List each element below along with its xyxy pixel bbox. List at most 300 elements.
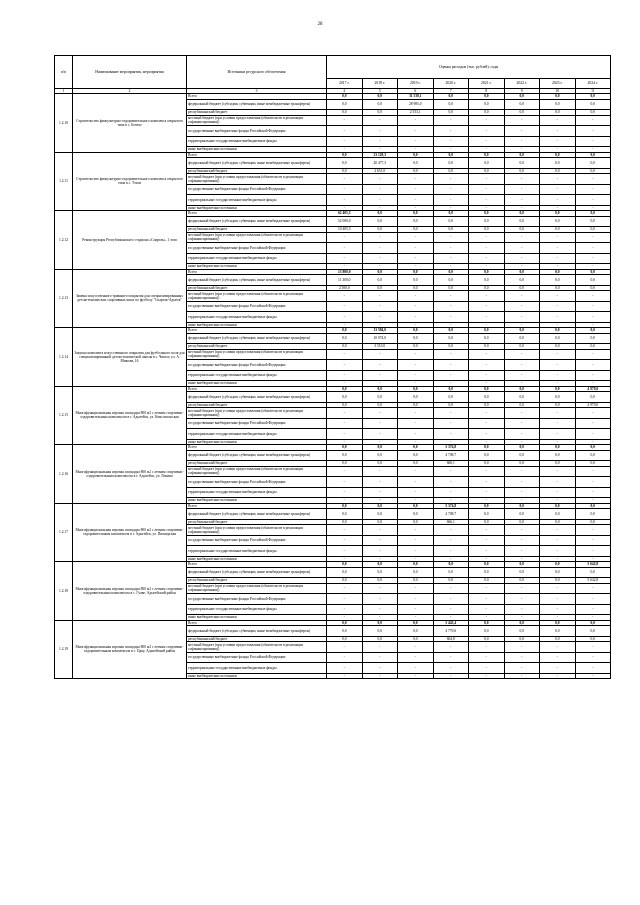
amount-cell: - — [362, 360, 398, 371]
funding-source: территориальные государственные внебюджетные фонды — [187, 663, 327, 674]
amount-cell: 0,0 — [540, 211, 576, 217]
amount-cell: - — [327, 673, 363, 679]
amount-cell: 0,0 — [433, 285, 469, 291]
amount-cell: - — [504, 642, 540, 653]
amount-cell: - — [398, 663, 434, 674]
amount-cell: 0,0 — [433, 333, 469, 344]
item-name: Реконструкция Республиканского стадиона «Спартак», 1 этап — [73, 211, 187, 270]
amount-cell: - — [575, 184, 611, 195]
amount-cell: 0,0 — [469, 626, 505, 637]
amount-cell: 0,0 — [575, 110, 611, 116]
item-code: 1.2.12 — [55, 211, 73, 270]
funding-source: федеральный бюджет (субсидии, субвенции, иные межбюджетные трансферты) — [187, 158, 327, 169]
amount-cell: - — [327, 429, 363, 440]
amount-cell: - — [504, 174, 540, 185]
header-year: 2023 г. — [540, 79, 576, 89]
amount-cell: - — [504, 525, 540, 536]
funding-source: местный бюджет (при условии предоставления (обязательств в реализации софинансирования)) — [187, 408, 327, 419]
funding-source: территориальные государственные внебюджетные фонды — [187, 370, 327, 381]
amount-cell: - — [540, 525, 576, 536]
amount-cell: 0,0 — [469, 333, 505, 344]
item-code: 1.2.15 — [55, 386, 73, 445]
amount-cell: - — [327, 535, 363, 546]
amount-cell: 0,0 — [362, 99, 398, 110]
amount-cell: - — [327, 195, 363, 206]
amount-cell: - — [575, 556, 611, 562]
amount-cell: - — [469, 418, 505, 429]
amount-cell: - — [469, 184, 505, 195]
funding-source: федеральный бюджет (субсидии, субвенции, иные межбюджетные трансферты) — [187, 275, 327, 286]
amount-cell: 0,0 — [433, 562, 469, 568]
amount-cell: 10 405,5 — [327, 227, 363, 233]
amount-cell: 0,0 — [433, 578, 469, 584]
amount-cell: - — [327, 466, 363, 477]
amount-cell: - — [540, 546, 576, 557]
amount-cell: - — [433, 556, 469, 562]
page-number: 28 — [317, 22, 323, 27]
amount-cell: 0,0 — [504, 461, 540, 467]
amount-cell: - — [504, 301, 540, 312]
amount-cell: - — [327, 136, 363, 147]
amount-cell: - — [469, 615, 505, 621]
amount-cell: 2 500,0 — [327, 285, 363, 291]
amount-cell: - — [540, 604, 576, 615]
amount-cell: - — [504, 264, 540, 270]
column-number: 2 — [73, 89, 187, 94]
amount-cell: 0,0 — [540, 636, 576, 642]
amount-cell: 0,0 — [433, 344, 469, 350]
amount-cell: - — [469, 349, 505, 360]
amount-cell: - — [433, 136, 469, 147]
amount-cell: 0,0 — [362, 461, 398, 467]
amount-cell: - — [327, 147, 363, 153]
item-code: 1.2.14 — [55, 328, 73, 387]
amount-cell: 0,0 — [362, 445, 398, 451]
amount-cell: - — [469, 663, 505, 674]
amount-cell: - — [540, 439, 576, 445]
amount-cell: 0,0 — [575, 99, 611, 110]
amount-cell: - — [433, 253, 469, 264]
amount-cell: - — [504, 136, 540, 147]
amount-cell: - — [398, 673, 434, 679]
amount-cell: - — [575, 264, 611, 270]
amount-cell: - — [362, 642, 398, 653]
amount-cell: - — [575, 126, 611, 137]
amount-cell: 0,0 — [327, 636, 363, 642]
amount-cell: 0,0 — [398, 152, 434, 158]
amount-cell: - — [469, 546, 505, 557]
amount-cell: - — [469, 642, 505, 653]
amount-cell: 0,0 — [504, 626, 540, 637]
amount-cell: 13 800,0 — [327, 269, 363, 275]
amount-cell: 0,0 — [398, 461, 434, 467]
amount-cell: 0,0 — [575, 333, 611, 344]
funding-source: республиканский бюджет — [187, 519, 327, 525]
column-number: 1 — [55, 89, 73, 94]
amount-cell: 0,0 — [398, 275, 434, 286]
item-name: Многофункциональная игровая площадка 800 м2 с летним спортивно-оздоровительным комплексом в с. Цаку, Адыгейский район — [73, 620, 187, 679]
amount-cell: - — [540, 556, 576, 562]
amount-cell: 0,0 — [540, 519, 576, 525]
amount-cell: - — [504, 594, 540, 605]
amount-cell: 0,0 — [575, 275, 611, 286]
amount-cell: 666,1 — [433, 519, 469, 525]
funding-source: территориальные государственные внебюджетные фонды — [187, 253, 327, 264]
amount-cell: 0,0 — [398, 567, 434, 578]
amount-cell: 0,0 — [540, 168, 576, 174]
amount-cell: 0,0 — [504, 211, 540, 217]
amount-cell: - — [469, 439, 505, 445]
amount-cell: - — [327, 312, 363, 323]
amount-cell: - — [540, 663, 576, 674]
amount-cell: - — [575, 147, 611, 153]
amount-cell: - — [398, 370, 434, 381]
amount-cell: 0,0 — [540, 344, 576, 350]
amount-cell: 0,0 — [362, 94, 398, 100]
amount-cell: - — [433, 232, 469, 243]
amount-cell: - — [398, 604, 434, 615]
amount-cell: - — [469, 301, 505, 312]
amount-cell: 0,0 — [433, 211, 469, 217]
funding-source: государственные внебюджетные фонды Российской Федерации — [187, 301, 327, 312]
funding-source: местный бюджет (при условии предоставления (обязательств в реализации софинансирования)) — [187, 291, 327, 302]
amount-cell: - — [504, 418, 540, 429]
amount-cell: - — [540, 360, 576, 371]
amount-cell: 0,0 — [362, 509, 398, 520]
amount-cell: 0,0 — [575, 503, 611, 509]
amount-cell: 0,0 — [327, 503, 363, 509]
amount-cell: - — [540, 195, 576, 206]
funding-source: государственные внебюджетные фонды Российской Федерации — [187, 535, 327, 546]
amount-cell: - — [575, 381, 611, 387]
amount-cell: - — [433, 264, 469, 270]
amount-cell: 0,0 — [504, 562, 540, 568]
amount-cell: - — [469, 205, 505, 211]
funding-source: Всего — [187, 562, 327, 568]
amount-cell: - — [433, 429, 469, 440]
amount-cell: - — [504, 477, 540, 488]
amount-cell: 0,0 — [504, 168, 540, 174]
amount-cell: - — [433, 322, 469, 328]
item-code: 1.2.16 — [55, 445, 73, 504]
amount-cell: - — [362, 349, 398, 360]
amount-cell: 0,0 — [469, 503, 505, 509]
amount-cell: - — [327, 498, 363, 504]
amount-cell: 2 651,0 — [362, 168, 398, 174]
item-name: Многофункциональная игровая площадка 800 м2 с летним спортивно-оздоровительным комплексом в г. Адыгейск, ул. Комсомольская — [73, 386, 187, 445]
amount-cell: 0,0 — [433, 269, 469, 275]
amount-cell: 0,0 — [433, 386, 469, 392]
item-name: Многофункциональная игровая площадка 800 м2 с летним спортивно-оздоровительным комплексом в г. Адыгейск, ул. Пионерская — [73, 503, 187, 562]
amount-cell: - — [362, 429, 398, 440]
amount-cell: - — [575, 370, 611, 381]
amount-cell: 0,0 — [575, 94, 611, 100]
funding-source: республиканский бюджет — [187, 402, 327, 408]
amount-cell: 10 074,0 — [362, 333, 398, 344]
amount-cell: - — [469, 594, 505, 605]
funding-source: республиканский бюджет — [187, 168, 327, 174]
amount-cell: - — [398, 642, 434, 653]
amount-cell: 0,0 — [469, 99, 505, 110]
amount-cell: - — [504, 663, 540, 674]
amount-cell: - — [362, 205, 398, 211]
amount-cell: - — [327, 663, 363, 674]
amount-cell: - — [327, 556, 363, 562]
amount-cell: - — [575, 418, 611, 429]
table-body — [55, 94, 611, 679]
amount-cell: 0,0 — [398, 386, 434, 392]
amount-cell: 0,0 — [398, 519, 434, 525]
amount-cell: - — [362, 652, 398, 663]
amount-cell: - — [433, 487, 469, 498]
header-year: 2021 г. — [469, 79, 505, 89]
amount-cell: - — [362, 525, 398, 536]
amount-cell: - — [398, 232, 434, 243]
amount-cell: - — [362, 439, 398, 445]
funding-source: государственные внебюджетные фонды Российской Федерации — [187, 184, 327, 195]
amount-cell: 3 510,0 — [362, 344, 398, 350]
amount-cell: - — [327, 126, 363, 137]
amount-cell: - — [575, 477, 611, 488]
amount-cell: - — [575, 322, 611, 328]
amount-cell: - — [362, 381, 398, 387]
amount-cell: - — [398, 408, 434, 419]
amount-cell: - — [504, 243, 540, 254]
amount-cell: - — [362, 663, 398, 674]
amount-cell: - — [327, 184, 363, 195]
amount-cell: - — [504, 205, 540, 211]
amount-cell: 0,0 — [362, 519, 398, 525]
amount-cell: 0,0 — [575, 269, 611, 275]
amount-cell: 0,0 — [575, 168, 611, 174]
amount-cell: 2 553,1 — [398, 110, 434, 116]
header-num: п/п — [55, 56, 73, 89]
amount-cell: 0,0 — [469, 158, 505, 169]
amount-cell: - — [469, 174, 505, 185]
amount-cell: - — [504, 556, 540, 562]
funding-source: иные внебюджетные источники — [187, 556, 327, 562]
amount-cell: 0,0 — [540, 567, 576, 578]
amount-cell: 0,0 — [398, 168, 434, 174]
funding-source: территориальные государственные внебюджетные фонды — [187, 604, 327, 615]
amount-cell: 0,0 — [540, 392, 576, 403]
amount-cell: - — [398, 205, 434, 211]
amount-cell: - — [540, 349, 576, 360]
amount-cell: - — [469, 525, 505, 536]
amount-cell: - — [398, 652, 434, 663]
amount-cell: - — [540, 408, 576, 419]
amount-cell: 0,0 — [362, 392, 398, 403]
amount-cell: - — [469, 322, 505, 328]
amount-cell: - — [469, 253, 505, 264]
amount-cell: 0,0 — [398, 333, 434, 344]
amount-cell: - — [433, 439, 469, 445]
funding-source: республиканский бюджет — [187, 285, 327, 291]
amount-cell: 0,0 — [469, 519, 505, 525]
amount-cell: 0,0 — [540, 578, 576, 584]
amount-cell: - — [433, 583, 469, 594]
amount-cell: - — [327, 418, 363, 429]
amount-cell: 0,0 — [327, 328, 363, 334]
amount-cell: 0,0 — [362, 285, 398, 291]
amount-cell: - — [433, 195, 469, 206]
amount-cell: - — [575, 232, 611, 243]
amount-cell: - — [362, 301, 398, 312]
amount-cell: - — [504, 498, 540, 504]
amount-cell: 0,0 — [469, 227, 505, 233]
amount-cell: - — [575, 604, 611, 615]
amount-cell: - — [575, 546, 611, 557]
amount-cell: 0,0 — [469, 578, 505, 584]
amount-cell: - — [362, 370, 398, 381]
amount-cell: 0,0 — [504, 636, 540, 642]
item-code: 1.2.10 — [55, 94, 73, 153]
amount-cell: - — [327, 439, 363, 445]
amount-cell: 0,0 — [504, 269, 540, 275]
amount-cell: 0,0 — [469, 344, 505, 350]
amount-cell: 0,0 — [504, 216, 540, 227]
amount-cell: - — [362, 291, 398, 302]
amount-cell: - — [575, 195, 611, 206]
amount-cell: - — [504, 439, 540, 445]
item-code: 1.2.17 — [55, 503, 73, 562]
amount-cell: - — [504, 360, 540, 371]
amount-cell: - — [540, 498, 576, 504]
amount-cell: 0,0 — [398, 626, 434, 637]
amount-cell: - — [469, 195, 505, 206]
amount-cell: 0,0 — [504, 445, 540, 451]
funding-source: федеральный бюджет (субсидии, субвенции, иные межбюджетные трансферты) — [187, 626, 327, 637]
amount-cell: 0,0 — [540, 461, 576, 467]
amount-cell: - — [575, 466, 611, 477]
amount-cell: 0,0 — [469, 211, 505, 217]
amount-cell: - — [327, 205, 363, 211]
amount-cell: 0,0 — [398, 402, 434, 408]
amount-cell: - — [575, 429, 611, 440]
funding-source: местный бюджет (при условии предоставления (обязательств в реализации софинансирования)) — [187, 174, 327, 185]
amount-cell: 0,0 — [433, 275, 469, 286]
amount-cell: - — [398, 556, 434, 562]
amount-cell: - — [540, 147, 576, 153]
amount-cell: 0,0 — [504, 152, 540, 158]
amount-cell: 0,0 — [327, 620, 363, 626]
amount-cell: - — [398, 525, 434, 536]
amount-cell: - — [327, 652, 363, 663]
funding-source: территориальные государственные внебюджетные фонды — [187, 429, 327, 440]
amount-cell: 0,0 — [575, 285, 611, 291]
amount-cell: - — [327, 615, 363, 621]
amount-cell: - — [504, 487, 540, 498]
header-name: Наименование мероприятия, мероприятия — [73, 56, 187, 89]
amount-cell: - — [433, 604, 469, 615]
amount-cell: 0,0 — [433, 158, 469, 169]
amount-cell: - — [362, 487, 398, 498]
amount-cell: 0,0 — [504, 392, 540, 403]
amount-cell: - — [398, 381, 434, 387]
amount-cell: 0,0 — [540, 94, 576, 100]
amount-cell: 0,0 — [469, 620, 505, 626]
amount-cell: 5 642,8 — [575, 562, 611, 568]
budget-table — [54, 55, 611, 679]
amount-cell: - — [469, 477, 505, 488]
amount-cell: - — [362, 115, 398, 126]
amount-cell: - — [327, 232, 363, 243]
header-year: 2019 г. — [398, 79, 434, 89]
amount-cell: 0,0 — [327, 626, 363, 637]
amount-cell: - — [504, 370, 540, 381]
amount-cell: - — [398, 615, 434, 621]
amount-cell: 0,0 — [327, 509, 363, 520]
amount-cell: - — [398, 487, 434, 498]
funding-source: Всего — [187, 445, 327, 451]
amount-cell: - — [504, 195, 540, 206]
amount-cell: 0,0 — [362, 620, 398, 626]
funding-source: федеральный бюджет (субсидии, субвенции, иные межбюджетные трансферты) — [187, 509, 327, 520]
amount-cell: 0,0 — [327, 450, 363, 461]
amount-cell: - — [469, 126, 505, 137]
amount-cell: 0,0 — [540, 285, 576, 291]
amount-cell: 666,1 — [433, 461, 469, 467]
amount-cell: - — [469, 370, 505, 381]
amount-cell: 0,0 — [469, 168, 505, 174]
amount-cell: 0,0 — [504, 94, 540, 100]
amount-cell: - — [469, 264, 505, 270]
amount-cell: - — [327, 301, 363, 312]
amount-cell: - — [327, 583, 363, 594]
amount-cell: 0,0 — [398, 450, 434, 461]
amount-cell: 0,0 — [398, 285, 434, 291]
amount-cell: 0,0 — [327, 445, 363, 451]
amount-cell: - — [398, 349, 434, 360]
amount-cell: - — [327, 370, 363, 381]
amount-cell: 0,0 — [327, 333, 363, 344]
amount-cell: 5 642,8 — [575, 578, 611, 584]
amount-cell: 0,0 — [540, 503, 576, 509]
amount-cell: 4 979,0 — [575, 386, 611, 392]
funding-source: иные внебюджетные источники — [187, 615, 327, 621]
amount-cell: 0,0 — [469, 285, 505, 291]
amount-cell: 0,0 — [540, 110, 576, 116]
funding-source: иные внебюджетные источники — [187, 381, 327, 387]
amount-cell: - — [362, 232, 398, 243]
amount-cell: 0,0 — [575, 620, 611, 626]
amount-cell: - — [362, 322, 398, 328]
amount-cell: - — [362, 408, 398, 419]
amount-cell: - — [327, 642, 363, 653]
amount-cell: 0,0 — [575, 461, 611, 467]
amount-cell: - — [433, 652, 469, 663]
amount-cell: 0,0 — [362, 227, 398, 233]
funding-source: иные внебюджетные источники — [187, 673, 327, 679]
item-name: Строительство физкультурно-оздоровительного комплекса открытого типа в с. Бегиче — [73, 94, 187, 153]
amount-cell: - — [398, 174, 434, 185]
amount-cell: 0,0 — [362, 402, 398, 408]
amount-cell: - — [504, 673, 540, 679]
amount-cell: 0,0 — [504, 620, 540, 626]
amount-cell: 0,0 — [469, 269, 505, 275]
item-name: Многофункциональная игровая площадка 800 м2 с летним спортивно-оздоровительным комплексом в г. Адыгейск, ул. Ленина — [73, 445, 187, 504]
amount-cell: - — [433, 301, 469, 312]
amount-cell: - — [575, 535, 611, 546]
amount-cell: 0,0 — [469, 94, 505, 100]
amount-cell: 0,0 — [575, 636, 611, 642]
amount-cell: - — [327, 291, 363, 302]
amount-cell: 0,0 — [327, 386, 363, 392]
amount-cell: 31 538,1 — [398, 94, 434, 100]
item-code: 1.2.11 — [55, 152, 73, 211]
amount-cell: - — [398, 583, 434, 594]
amount-cell: - — [504, 604, 540, 615]
